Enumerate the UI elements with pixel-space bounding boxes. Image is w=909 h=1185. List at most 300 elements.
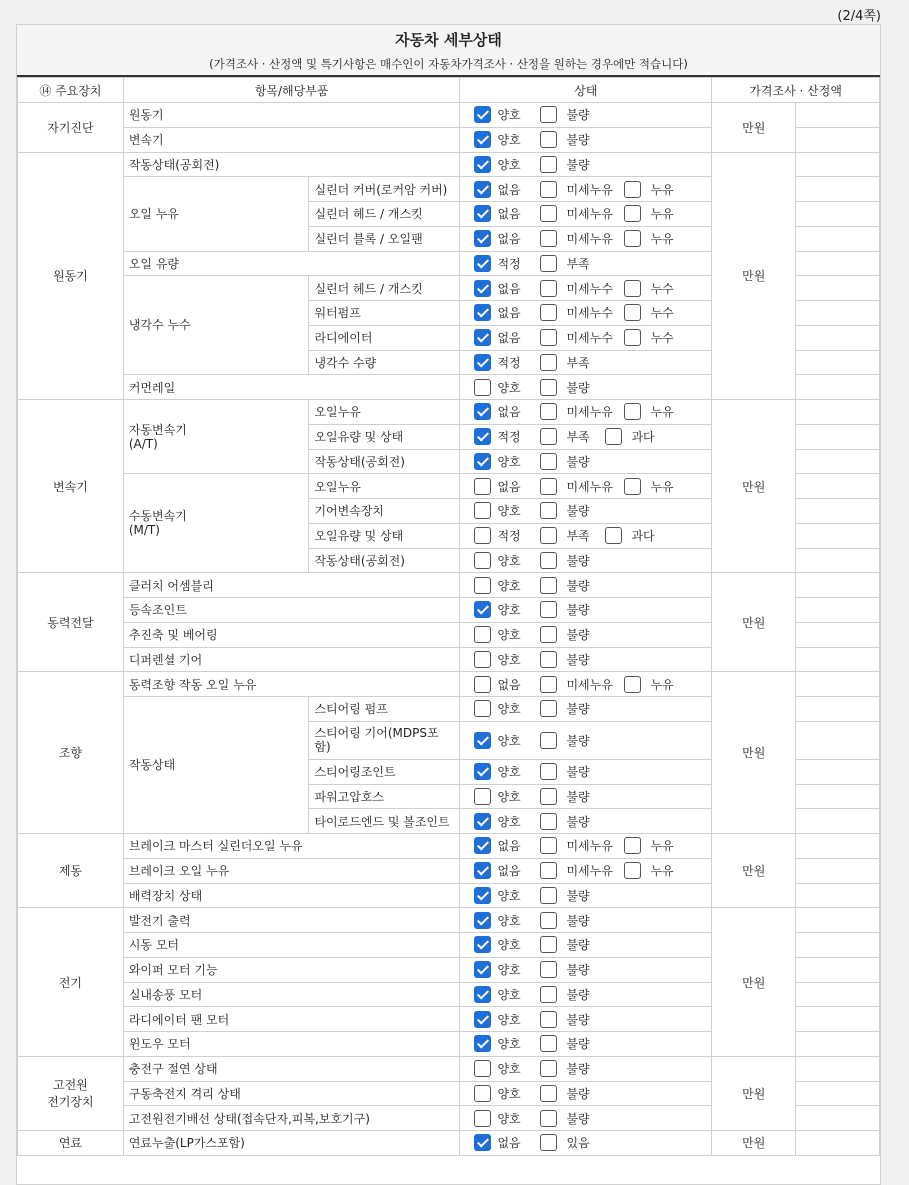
state-option[interactable] — [540, 552, 624, 569]
checked-checkbox[interactable] — [474, 280, 491, 297]
item-label: 배력장치 상태 — [123, 883, 460, 908]
price-input[interactable] — [796, 523, 880, 548]
state-option[interactable] — [474, 788, 540, 805]
price-input[interactable] — [796, 759, 880, 784]
state-option[interactable] — [474, 961, 540, 978]
checkbox[interactable] — [474, 676, 491, 693]
checkbox[interactable] — [474, 1085, 491, 1102]
price-input[interactable] — [796, 424, 880, 449]
state-option[interactable] — [624, 478, 673, 495]
checked-checkbox[interactable] — [474, 912, 491, 929]
state-option[interactable] — [474, 106, 540, 123]
state-option[interactable] — [540, 502, 624, 519]
checkbox[interactable] — [474, 502, 491, 519]
checkbox[interactable] — [540, 732, 557, 749]
checked-checkbox[interactable] — [474, 936, 491, 953]
price-input[interactable] — [796, 834, 880, 859]
state-option[interactable] — [624, 403, 673, 420]
checkbox[interactable] — [474, 379, 491, 396]
checkbox[interactable] — [624, 304, 641, 321]
state-option[interactable] — [540, 106, 624, 123]
page-subtitle: (가격조사 · 산정액 및 특기사항은 매수인이 자동차가격조사 · 산정을 원하는 경우에만 적습니다) — [209, 57, 688, 71]
item-label: 스티어링조인트 — [309, 759, 460, 784]
checkbox[interactable] — [540, 936, 557, 953]
checkbox[interactable] — [605, 527, 622, 544]
state-option[interactable] — [474, 700, 540, 717]
state-option[interactable] — [624, 280, 673, 297]
checkbox[interactable] — [540, 763, 557, 780]
category-power: 동력전달 — [18, 573, 124, 672]
checkbox[interactable] — [540, 379, 557, 396]
price-input[interactable] — [796, 350, 880, 375]
state-option[interactable] — [474, 651, 540, 668]
state-cell — [460, 226, 712, 251]
item-label: 클러치 어셈블리 — [123, 573, 460, 598]
state-cell — [460, 1106, 712, 1131]
state-option[interactable] — [624, 205, 673, 222]
checkbox[interactable] — [540, 862, 557, 879]
state-option[interactable] — [605, 428, 654, 445]
state-option[interactable] — [540, 676, 624, 693]
checkbox[interactable] — [540, 106, 557, 123]
state-option[interactable] — [474, 1060, 540, 1077]
checkbox[interactable] — [540, 428, 557, 445]
checkbox[interactable] — [540, 255, 557, 272]
checked-checkbox[interactable] — [474, 181, 491, 198]
table-row — [18, 400, 880, 425]
state-option[interactable] — [474, 1134, 540, 1151]
state-cell — [460, 598, 712, 623]
checkbox[interactable] — [540, 986, 557, 1003]
checked-checkbox[interactable] — [474, 329, 491, 346]
state-option[interactable] — [474, 862, 540, 879]
state-option[interactable] — [474, 527, 540, 544]
checkbox[interactable] — [540, 131, 557, 148]
item-label: 작동상태(공회전) — [309, 449, 460, 474]
state-cell — [460, 474, 712, 499]
checkbox[interactable] — [605, 428, 622, 445]
checkbox[interactable] — [540, 626, 557, 643]
checkbox[interactable] — [540, 651, 557, 668]
table-row — [18, 573, 880, 598]
checkbox[interactable] — [540, 230, 557, 247]
checked-checkbox[interactable] — [474, 862, 491, 879]
checkbox[interactable] — [540, 788, 557, 805]
checked-checkbox[interactable] — [474, 986, 491, 1003]
option-label: 불량 — [566, 157, 590, 172]
state-option[interactable] — [474, 205, 540, 222]
state-option[interactable] — [540, 732, 624, 749]
price-input[interactable] — [796, 375, 880, 400]
state-option[interactable] — [540, 230, 624, 247]
state-option[interactable] — [474, 601, 540, 618]
state-option[interactable] — [540, 205, 624, 222]
option-label: 누유 — [650, 677, 674, 692]
state-option[interactable] — [474, 813, 540, 830]
state-option[interactable] — [474, 577, 540, 594]
price-input[interactable] — [796, 474, 880, 499]
state-option[interactable] — [540, 379, 624, 396]
checkbox[interactable] — [540, 1134, 557, 1151]
option-label: 미세누유 — [566, 182, 613, 197]
state-option[interactable] — [540, 181, 624, 198]
checkbox[interactable] — [540, 837, 557, 854]
checkbox[interactable] — [474, 651, 491, 668]
state-cell — [460, 202, 712, 227]
checked-checkbox[interactable] — [474, 131, 491, 148]
checkbox[interactable] — [474, 552, 491, 569]
price-input[interactable] — [796, 1007, 880, 1032]
checkbox[interactable] — [474, 788, 491, 805]
price-input[interactable] — [796, 400, 880, 425]
price-input[interactable] — [796, 573, 880, 598]
option-label: 불량 — [566, 1086, 590, 1101]
price-input[interactable] — [796, 127, 880, 152]
checkbox[interactable] — [624, 205, 641, 222]
state-option[interactable] — [540, 788, 624, 805]
state-cell — [460, 301, 712, 326]
checkbox[interactable] — [624, 676, 641, 693]
state-option[interactable] — [474, 181, 540, 198]
option-label: 미세누수 — [566, 306, 613, 321]
state-option[interactable] — [474, 379, 540, 396]
state-option[interactable] — [474, 255, 540, 272]
state-cell — [460, 883, 712, 908]
option-label: 불량 — [566, 1012, 590, 1027]
checkbox[interactable] — [540, 887, 557, 904]
state-option[interactable] — [624, 329, 673, 346]
state-option[interactable] — [540, 601, 624, 618]
checked-checkbox[interactable] — [474, 837, 491, 854]
checkbox[interactable] — [540, 912, 557, 929]
item-label: 파워고압호스 — [309, 784, 460, 809]
checkbox[interactable] — [540, 354, 557, 371]
state-option[interactable] — [540, 1035, 624, 1052]
state-option[interactable] — [474, 502, 540, 519]
state-option[interactable] — [474, 1035, 540, 1052]
checked-checkbox[interactable] — [474, 732, 491, 749]
price-input[interactable] — [796, 548, 880, 573]
state-option[interactable] — [540, 936, 624, 953]
price-input[interactable] — [796, 103, 880, 128]
state-option[interactable] — [540, 1085, 624, 1102]
price-input[interactable] — [796, 1106, 880, 1131]
state-option[interactable] — [624, 304, 673, 321]
state-option[interactable] — [474, 936, 540, 953]
price-input[interactable] — [796, 883, 880, 908]
checkbox[interactable] — [540, 577, 557, 594]
state-option[interactable] — [474, 1085, 540, 1102]
state-option[interactable] — [540, 1011, 624, 1028]
state-option[interactable] — [474, 131, 540, 148]
checkbox[interactable] — [474, 1110, 491, 1127]
price-input[interactable] — [796, 647, 880, 672]
state-option[interactable] — [474, 1110, 540, 1127]
state-option[interactable] — [474, 453, 540, 470]
option-label: 누수 — [650, 281, 674, 296]
state-option[interactable] — [540, 700, 624, 717]
option-label: 누수 — [650, 331, 674, 346]
state-option[interactable] — [540, 986, 624, 1003]
state-option[interactable] — [474, 887, 540, 904]
state-cell — [460, 809, 712, 834]
state-option[interactable] — [474, 837, 540, 854]
state-option[interactable] — [624, 181, 673, 198]
state-option[interactable] — [540, 478, 624, 495]
price-input[interactable] — [796, 784, 880, 809]
checkbox[interactable] — [624, 329, 641, 346]
checked-checkbox[interactable] — [474, 961, 491, 978]
state-option[interactable] — [474, 676, 540, 693]
option-label: 양호 — [497, 603, 521, 618]
state-option[interactable] — [474, 304, 540, 321]
price-input[interactable] — [796, 982, 880, 1007]
state-option[interactable] — [540, 626, 624, 643]
state-option[interactable] — [474, 552, 540, 569]
price-unit: 만원 — [712, 152, 796, 400]
checkbox[interactable] — [540, 453, 557, 470]
state-cell — [460, 784, 712, 809]
option-label: 부족 — [566, 256, 590, 271]
option-label: 미세누유 — [566, 405, 613, 420]
checkbox[interactable] — [474, 577, 491, 594]
state-cell — [460, 152, 712, 177]
state-option[interactable] — [540, 453, 624, 470]
option-label: 양호 — [497, 1111, 521, 1126]
state-cell — [460, 672, 712, 697]
checkbox[interactable] — [540, 1035, 557, 1052]
checkbox[interactable] — [474, 1060, 491, 1077]
price-input[interactable] — [796, 276, 880, 301]
state-option[interactable] — [474, 626, 540, 643]
price-input[interactable] — [796, 499, 880, 524]
price-input[interactable] — [796, 858, 880, 883]
state-option[interactable] — [474, 354, 540, 371]
option-label: 불량 — [566, 603, 590, 618]
option-label: 양호 — [497, 913, 521, 928]
price-input[interactable] — [796, 622, 880, 647]
category-steering: 조향 — [18, 672, 124, 834]
checked-checkbox[interactable] — [474, 887, 491, 904]
header-price: 가격조사 · 산정액 — [712, 78, 880, 103]
checked-checkbox[interactable] — [474, 1134, 491, 1151]
checkbox[interactable] — [540, 1011, 557, 1028]
state-option[interactable] — [474, 280, 540, 297]
item-label: 실내송풍 모터 — [123, 982, 460, 1007]
state-cell — [460, 697, 712, 722]
checkbox[interactable] — [474, 700, 491, 717]
price-input[interactable] — [796, 672, 880, 697]
state-option[interactable] — [540, 329, 624, 346]
checkbox[interactable] — [540, 961, 557, 978]
option-label: 불량 — [566, 553, 590, 568]
state-option[interactable] — [540, 354, 624, 371]
checked-checkbox[interactable] — [474, 403, 491, 420]
state-option[interactable] — [540, 577, 624, 594]
item-label: 타이로드엔드 및 볼조인트 — [309, 809, 460, 834]
option-label: 없음 — [497, 479, 521, 494]
checkbox[interactable] — [474, 478, 491, 495]
state-cell — [460, 982, 712, 1007]
option-label: 불량 — [566, 652, 590, 667]
state-option[interactable] — [540, 403, 624, 420]
checked-checkbox[interactable] — [474, 255, 491, 272]
price-input[interactable] — [796, 1131, 880, 1156]
price-input[interactable] — [796, 908, 880, 933]
checkbox[interactable] — [624, 478, 641, 495]
checkbox[interactable] — [540, 1060, 557, 1077]
item-label: 브레이크 오일 누유 — [123, 858, 460, 883]
checked-checkbox[interactable] — [474, 156, 491, 173]
checkbox[interactable] — [540, 181, 557, 198]
state-option[interactable] — [474, 156, 540, 173]
checked-checkbox[interactable] — [474, 106, 491, 123]
checked-checkbox[interactable] — [474, 304, 491, 321]
price-input[interactable] — [796, 957, 880, 982]
state-option[interactable] — [540, 280, 624, 297]
checkbox[interactable] — [474, 527, 491, 544]
state-option[interactable] — [540, 651, 624, 668]
checkbox[interactable] — [624, 403, 641, 420]
checked-checkbox[interactable] — [474, 1035, 491, 1052]
checkbox[interactable] — [540, 1110, 557, 1127]
option-label: 불량 — [566, 913, 590, 928]
state-option[interactable] — [540, 131, 624, 148]
item-label: 윈도우 모터 — [123, 1032, 460, 1057]
state-option[interactable] — [540, 961, 624, 978]
price-input[interactable] — [796, 301, 880, 326]
option-label: 미세누유 — [566, 677, 613, 692]
state-option[interactable] — [624, 837, 673, 854]
checkbox[interactable] — [474, 626, 491, 643]
price-input[interactable] — [796, 152, 880, 177]
checkbox[interactable] — [624, 280, 641, 297]
state-option[interactable] — [605, 527, 654, 544]
state-option[interactable] — [540, 763, 624, 780]
price-input[interactable] — [796, 809, 880, 834]
page-number: (2/4쪽) — [837, 9, 881, 24]
checkbox[interactable] — [540, 478, 557, 495]
checked-checkbox[interactable] — [474, 1011, 491, 1028]
state-option[interactable] — [474, 230, 540, 247]
price-input[interactable] — [796, 202, 880, 227]
price-input[interactable] — [796, 598, 880, 623]
state-option[interactable] — [540, 428, 605, 445]
option-label: 없음 — [497, 232, 521, 247]
checked-checkbox[interactable] — [474, 230, 491, 247]
state-option[interactable] — [540, 1134, 624, 1151]
checkbox[interactable] — [624, 837, 641, 854]
option-label: 불량 — [566, 504, 590, 519]
state-option[interactable] — [474, 732, 540, 749]
state-option[interactable] — [624, 230, 673, 247]
option-label: 양호 — [497, 578, 521, 593]
state-option[interactable] — [474, 428, 540, 445]
state-cell — [460, 622, 712, 647]
state-option[interactable] — [474, 329, 540, 346]
state-option[interactable] — [540, 837, 624, 854]
checkbox[interactable] — [540, 676, 557, 693]
checked-checkbox[interactable] — [474, 428, 491, 445]
state-option[interactable] — [474, 403, 540, 420]
state-option[interactable] — [474, 912, 540, 929]
state-cell — [460, 499, 712, 524]
price-input[interactable] — [796, 251, 880, 276]
state-option[interactable] — [540, 912, 624, 929]
checkbox[interactable] — [540, 329, 557, 346]
price-input[interactable] — [796, 721, 880, 759]
category-transmission: 변속기 — [18, 400, 124, 573]
checked-checkbox[interactable] — [474, 813, 491, 830]
state-option[interactable] — [540, 156, 624, 173]
state-cell — [460, 759, 712, 784]
category-hv: 고전원 전기장치 — [18, 1056, 124, 1130]
option-label: 누유 — [650, 182, 674, 197]
state-option[interactable] — [624, 676, 673, 693]
price-input[interactable] — [796, 226, 880, 251]
checked-checkbox[interactable] — [474, 354, 491, 371]
checkbox[interactable] — [540, 205, 557, 222]
checkbox[interactable] — [624, 230, 641, 247]
price-input[interactable] — [796, 177, 880, 202]
checkbox[interactable] — [540, 304, 557, 321]
state-option[interactable] — [540, 255, 624, 272]
option-label: 불량 — [566, 628, 590, 643]
state-option[interactable] — [540, 1110, 624, 1127]
checkbox[interactable] — [624, 862, 641, 879]
checkbox[interactable] — [540, 601, 557, 618]
price-input[interactable] — [796, 325, 880, 350]
state-option[interactable] — [540, 887, 624, 904]
checked-checkbox[interactable] — [474, 763, 491, 780]
checkbox[interactable] — [540, 552, 557, 569]
state-option[interactable] — [624, 862, 673, 879]
state-option[interactable] — [474, 478, 540, 495]
price-input[interactable] — [796, 697, 880, 722]
state-option[interactable] — [540, 813, 624, 830]
price-input[interactable] — [796, 1056, 880, 1081]
state-option[interactable] — [540, 862, 624, 879]
checkbox[interactable] — [540, 156, 557, 173]
checkbox[interactable] — [540, 527, 557, 544]
option-label: 없음 — [497, 306, 521, 321]
price-input[interactable] — [796, 449, 880, 474]
checked-checkbox[interactable] — [474, 453, 491, 470]
option-label: 양호 — [497, 553, 521, 568]
checked-checkbox[interactable] — [474, 601, 491, 618]
price-input[interactable] — [796, 1081, 880, 1106]
checkbox[interactable] — [540, 502, 557, 519]
state-option[interactable] — [540, 527, 605, 544]
checkbox[interactable] — [540, 700, 557, 717]
price-input[interactable] — [796, 1032, 880, 1057]
option-label: 누유 — [650, 864, 674, 879]
state-option[interactable] — [474, 1011, 540, 1028]
item-label: 변속기 — [123, 127, 460, 152]
checkbox[interactable] — [540, 813, 557, 830]
state-option[interactable] — [540, 304, 624, 321]
checkbox[interactable] — [540, 280, 557, 297]
checkbox[interactable] — [540, 403, 557, 420]
state-option[interactable] — [474, 986, 540, 1003]
checked-checkbox[interactable] — [474, 205, 491, 222]
state-option[interactable] — [540, 1060, 624, 1077]
checkbox[interactable] — [540, 1085, 557, 1102]
option-label: 양호 — [497, 133, 521, 148]
price-input[interactable] — [796, 933, 880, 958]
checkbox[interactable] — [624, 181, 641, 198]
state-option[interactable] — [474, 763, 540, 780]
